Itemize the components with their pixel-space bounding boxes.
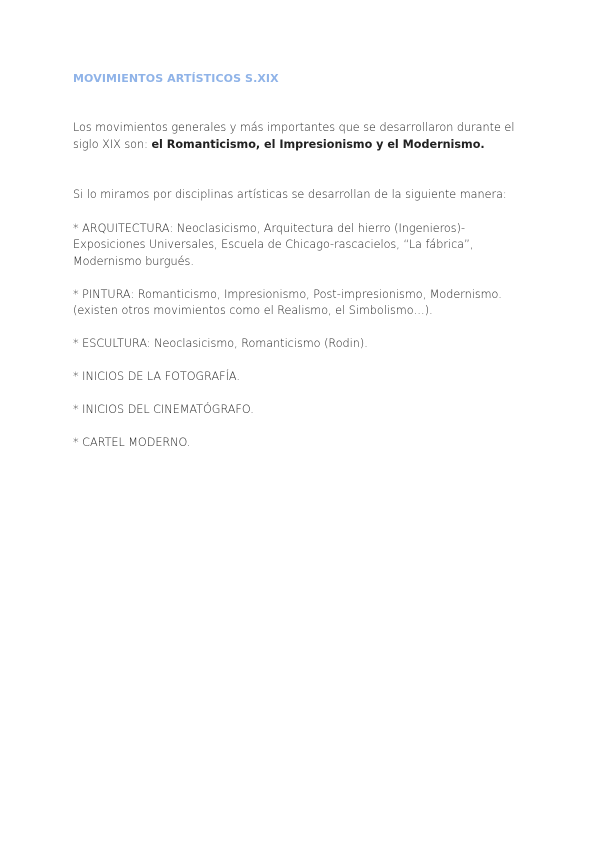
intro-text: Los movimientos generales y más importantes que se desarrollaron durante el siglo XIX son:	[73, 121, 515, 151]
list-item-cinematografo: * INICIOS DEL CINEMATÓGRAFO.	[73, 403, 254, 416]
disciplines-paragraph: Si lo miramos por disciplinas artísticas se desarrollan de la siguiente manera:	[73, 188, 507, 201]
list-item-escultura: * ESCULTURA: Neoclasicismo, Romanticismo (Rodin).	[73, 337, 368, 350]
document-title: MOVIMIENTOS ARTÍSTICOS S.XIX	[73, 72, 279, 85]
list-item-arquitectura: * ARQUITECTURA: Neoclasicismo, Arquitectura del hierro (Ingenieros)-Exposiciones Universales, Escuela de Chicago-rascacielos, “La fábrica”, Modernismo burgués.	[73, 221, 474, 268]
document-body	[73, 72, 533, 468]
intro-bold-text: el Romanticismo, el Impresionismo y el Modernismo.	[151, 137, 485, 151]
list-item-fotografia: * INICIOS DE LA FOTOGRAFÍA.	[73, 370, 240, 383]
list-item-pintura: * PINTURA: Romanticismo, Impresionismo, Post-impresionismo, Modernismo. (existen otros movimientos como el Realismo, el Simbolismo…).	[73, 287, 502, 317]
intro-paragraph	[73, 120, 533, 153]
list-item-cartel: * CARTEL MODERNO.	[73, 436, 191, 449]
